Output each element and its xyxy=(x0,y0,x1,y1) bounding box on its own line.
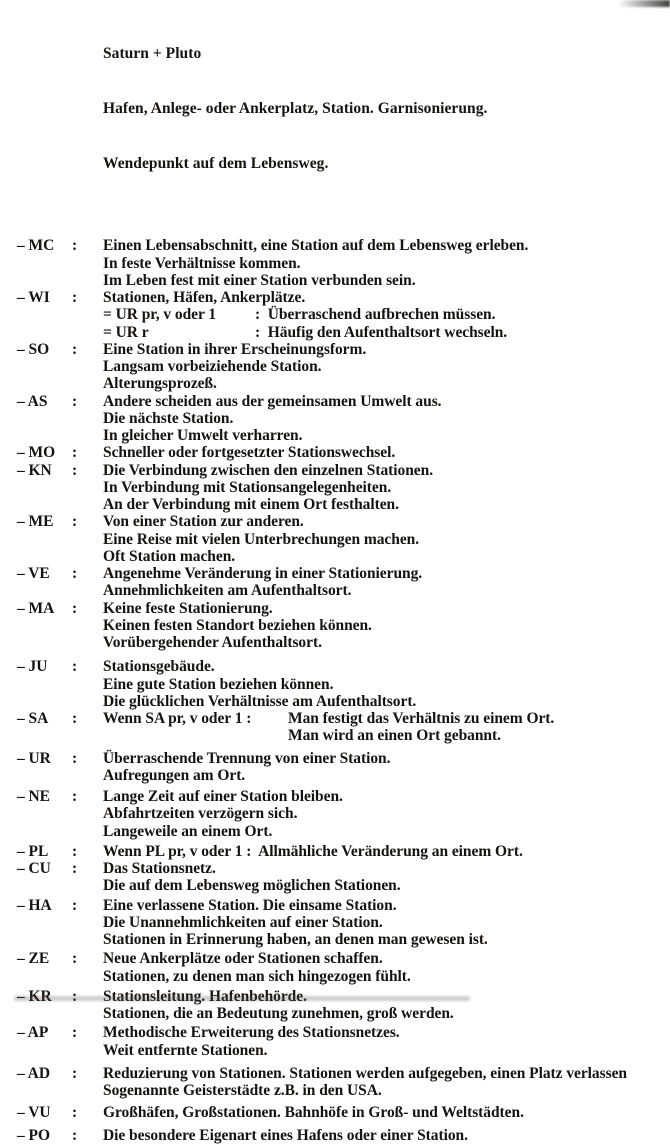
entry-colon: : xyxy=(72,950,78,968)
entry-label: – MC xyxy=(17,237,55,255)
entry-line-text: Man festigt das Verhältnis zu einem Ort. xyxy=(288,710,555,728)
entry-lines xyxy=(103,788,670,840)
entry-lines xyxy=(103,710,670,745)
entry-colon: : xyxy=(72,788,78,806)
entry-line: Stationen, Häfen, Ankerplätze. xyxy=(103,289,306,307)
entry-colon: : xyxy=(72,1064,78,1082)
entry-line: Langsam vorbeiziehende Station. xyxy=(103,358,322,376)
entry-lines xyxy=(103,462,670,514)
entry-lines xyxy=(103,1127,670,1144)
entry-colon: : xyxy=(72,749,78,767)
entry-label: – SO xyxy=(17,340,50,358)
entry-colon: : xyxy=(72,842,78,860)
entry-line: Die glücklichen Verhältnisse am Aufenthaltsort. xyxy=(103,692,417,710)
entry-line xyxy=(103,324,670,341)
entry-row-pl xyxy=(0,843,670,860)
entry-line: Stationen, zu denen man sich hingezogen fühlt. xyxy=(103,967,411,985)
entry-lines xyxy=(103,1104,670,1121)
entry-row-cu xyxy=(0,860,670,895)
entry-colon: : xyxy=(72,289,78,307)
entry-label: – ME xyxy=(17,513,54,531)
entry-line: Abfahrtzeiten verzögern sich. xyxy=(103,805,298,823)
entry-label: – JU xyxy=(17,658,48,676)
entry-row-ve xyxy=(0,565,670,600)
entry-line: Andere scheiden aus der gemeinsamen Umwelt aus. xyxy=(103,392,442,410)
entry-label: – PL xyxy=(17,842,49,860)
entry-line-text: : Überraschend aufbrechen müssen. xyxy=(255,306,496,324)
entry-line: Die nächste Station. xyxy=(103,409,234,427)
entry-colon: : xyxy=(72,710,78,728)
entry-label: – SA xyxy=(17,710,49,728)
entry-line: Keinen festen Standort beziehen können. xyxy=(103,616,372,634)
page-title: Saturn + Pluto xyxy=(103,44,202,62)
entry-line: Alterungsprozeß. xyxy=(103,375,217,393)
entry-row-mo xyxy=(0,444,670,461)
entry-colon: : xyxy=(72,392,78,410)
entry-line: Vorübergehender Aufenthaltsort. xyxy=(103,634,322,652)
entry-colon: : xyxy=(72,513,78,531)
entry-label: – PO xyxy=(17,1126,50,1144)
entry-line: Man wird an einen Ort gebannt. xyxy=(288,727,501,745)
entry-line: Weit entfernte Stationen. xyxy=(103,1041,268,1059)
entry-line: In gleicher Umwelt verharren. xyxy=(103,427,303,445)
entry-line: Annehmlichkeiten am Aufenthaltsort. xyxy=(103,582,352,600)
entry-lines xyxy=(103,237,670,289)
entry-label: – CU xyxy=(17,860,51,878)
entry-row-ju xyxy=(0,658,670,710)
entry-line: Sogenannte Geisterstädte z.B. in den USA. xyxy=(103,1082,382,1100)
entry-label: – VU xyxy=(17,1104,51,1122)
entry-lines xyxy=(103,341,670,393)
entry-line: Eine Station in ihrer Erscheinungsform. xyxy=(103,340,367,358)
entry-row-ne xyxy=(0,788,670,840)
entry-line: In Verbindung mit Stationsangelegenheiten. xyxy=(103,478,392,496)
entry-label: – MA xyxy=(17,599,55,617)
entry-lines xyxy=(103,565,670,600)
entry-label: – WI xyxy=(17,289,50,307)
entry-lines xyxy=(103,600,670,652)
entry-line: Keine feste Stationierung. xyxy=(103,599,273,617)
entry-lines xyxy=(103,444,670,461)
entry-row-sa xyxy=(0,710,670,745)
entry-colon: : xyxy=(72,565,78,583)
entry-row-ur xyxy=(0,750,670,785)
entry-colon: : xyxy=(72,444,78,462)
entries-list xyxy=(0,237,670,1144)
entry-line: Methodische Erweiterung des Stationsnetzes. xyxy=(103,1024,400,1042)
entry-line: Im Leben fest mit einer Station verbunden sein. xyxy=(103,271,416,289)
entry-row-as xyxy=(0,393,670,445)
entry-label: – AS xyxy=(17,392,48,410)
entry-colon: : xyxy=(72,599,78,617)
entry-line: Wenn PL pr, v oder 1 : Allmähliche Veränderung an einem Ort. xyxy=(103,842,523,860)
entry-label: – UR xyxy=(17,749,51,767)
entry-line: Die Unannehmlichkeiten auf einer Station. xyxy=(103,913,383,931)
entry-line: Überraschende Trennung von einer Station. xyxy=(103,749,391,767)
entry-colon: : xyxy=(72,1126,78,1144)
entry-row-ze xyxy=(0,950,670,985)
entry-lines xyxy=(103,988,670,1023)
entry-colon: : xyxy=(72,1024,78,1042)
entry-label: – KR xyxy=(17,987,52,1005)
entry-line: Angenehme Veränderung in einer Stationierung. xyxy=(103,565,423,583)
entry-line: Die Verbindung zwischen den einzelnen Stationen. xyxy=(103,461,434,479)
entry-lines xyxy=(103,289,670,341)
entry-row-so xyxy=(0,341,670,393)
entry-line: An der Verbindung mit einem Ort festhalten. xyxy=(103,496,399,514)
entry-row-po xyxy=(0,1127,670,1144)
entry-row-ha xyxy=(0,897,670,949)
scan-smudge-bottom xyxy=(14,996,470,1001)
entry-row-ma xyxy=(0,600,670,652)
entry-line: Neue Ankerplätze oder Stationen schaffen. xyxy=(103,950,383,968)
entry-row-kr xyxy=(0,988,670,1023)
entry-line xyxy=(103,306,670,323)
entry-line: Lange Zeit auf einer Station bleiben. xyxy=(103,788,343,806)
entry-colon: : xyxy=(72,340,78,358)
entry-lines xyxy=(103,950,670,985)
entry-line: Einen Lebensabschnitt, eine Station auf dem Lebensweg erleben. xyxy=(103,237,529,255)
page-subtitle-2: Wendepunkt auf dem Lebensweg. xyxy=(103,155,329,173)
entry-colon: : xyxy=(72,987,78,1005)
entry-label: – KN xyxy=(17,461,52,479)
entry-line: Stationsleitung. Hafenbehörde. xyxy=(103,987,307,1005)
entry-colon: : xyxy=(72,1104,78,1122)
entry-lines xyxy=(103,860,670,895)
entry-colon: : xyxy=(72,896,78,914)
entry-label: – ZE xyxy=(17,950,50,968)
entry-line: Oft Station machen. xyxy=(103,547,236,565)
entry-lines xyxy=(103,843,670,860)
entry-lines xyxy=(103,1065,670,1100)
entry-row-kn xyxy=(0,462,670,514)
entry-label: – NE xyxy=(17,788,50,806)
entry-line: Stationen in Erinnerung haben, an denen man gewesen ist. xyxy=(103,931,488,949)
entry-label: – HA xyxy=(17,896,52,914)
entry-lines xyxy=(103,393,670,445)
entry-row-mc xyxy=(0,237,670,289)
entry-colon: : xyxy=(72,237,78,255)
entry-line: Reduzierung von Stationen. Stationen werden aufgegeben, einen Platz verlassen xyxy=(103,1064,627,1082)
entry-colon: : xyxy=(72,658,78,676)
entry-row-ap xyxy=(0,1024,670,1059)
entry-row-ad xyxy=(0,1065,670,1100)
entry-line: Langeweile an einem Ort. xyxy=(103,822,273,840)
entry-line-text: : Häufig den Aufenthaltsort wechseln. xyxy=(255,323,508,341)
entry-line: Das Stationsnetz. xyxy=(103,860,216,878)
entry-line: Die auf dem Lebensweg möglichen Stationen. xyxy=(103,877,401,895)
entry-line: Stationen, die an Bedeutung zunehmen, groß werden. xyxy=(103,1005,454,1023)
entry-line: Aufregungen am Ort. xyxy=(103,766,246,784)
entry-lines xyxy=(103,897,670,949)
entry-line: Großhäfen, Großstationen. Bahnhöfe in Groß- und Weltstädten. xyxy=(103,1104,524,1122)
entry-line xyxy=(103,710,670,727)
page-header xyxy=(103,8,670,210)
page-subtitle-1: Hafen, Anlege- oder Ankerplatz, Station. Garnisonierung. xyxy=(103,100,488,118)
entry-line-left: Wenn SA pr, v oder 1 : xyxy=(103,710,252,728)
entry-lines xyxy=(103,658,670,710)
entry-line: In feste Verhältnisse kommen. xyxy=(103,254,301,272)
scan-smudge-top-right xyxy=(618,0,670,7)
entry-colon: : xyxy=(72,860,78,878)
entry-label: – AP xyxy=(17,1024,49,1042)
entry-line: Stationsgebäude. xyxy=(103,658,215,676)
entry-lines xyxy=(103,750,670,785)
entry-row-wi xyxy=(0,289,670,341)
entry-lines xyxy=(103,513,670,565)
entry-line: Von einer Station zur anderen. xyxy=(103,513,304,531)
entry-colon: : xyxy=(72,461,78,479)
entry-line-left: = UR pr, v oder 1 xyxy=(103,306,217,324)
entry-line: Schneller oder fortgesetzter Stationswechsel. xyxy=(103,444,396,462)
entry-line: Die besondere Eigenart eines Hafens oder einer Station. xyxy=(103,1126,468,1144)
entry-label: – VE xyxy=(17,565,50,583)
entry-row-vu xyxy=(0,1104,670,1121)
entry-line: Eine gute Station beziehen können. xyxy=(103,675,334,693)
entry-lines xyxy=(103,1024,670,1059)
entry-label: – AD xyxy=(17,1064,50,1082)
entry-line: Eine verlassene Station. Die einsame Station. xyxy=(103,896,397,914)
entry-line: Eine Reise mit vielen Unterbrechungen machen. xyxy=(103,530,420,548)
entry-row-me xyxy=(0,513,670,565)
entry-line-left: = UR r xyxy=(103,323,149,341)
entry-label: – MO xyxy=(17,444,56,462)
